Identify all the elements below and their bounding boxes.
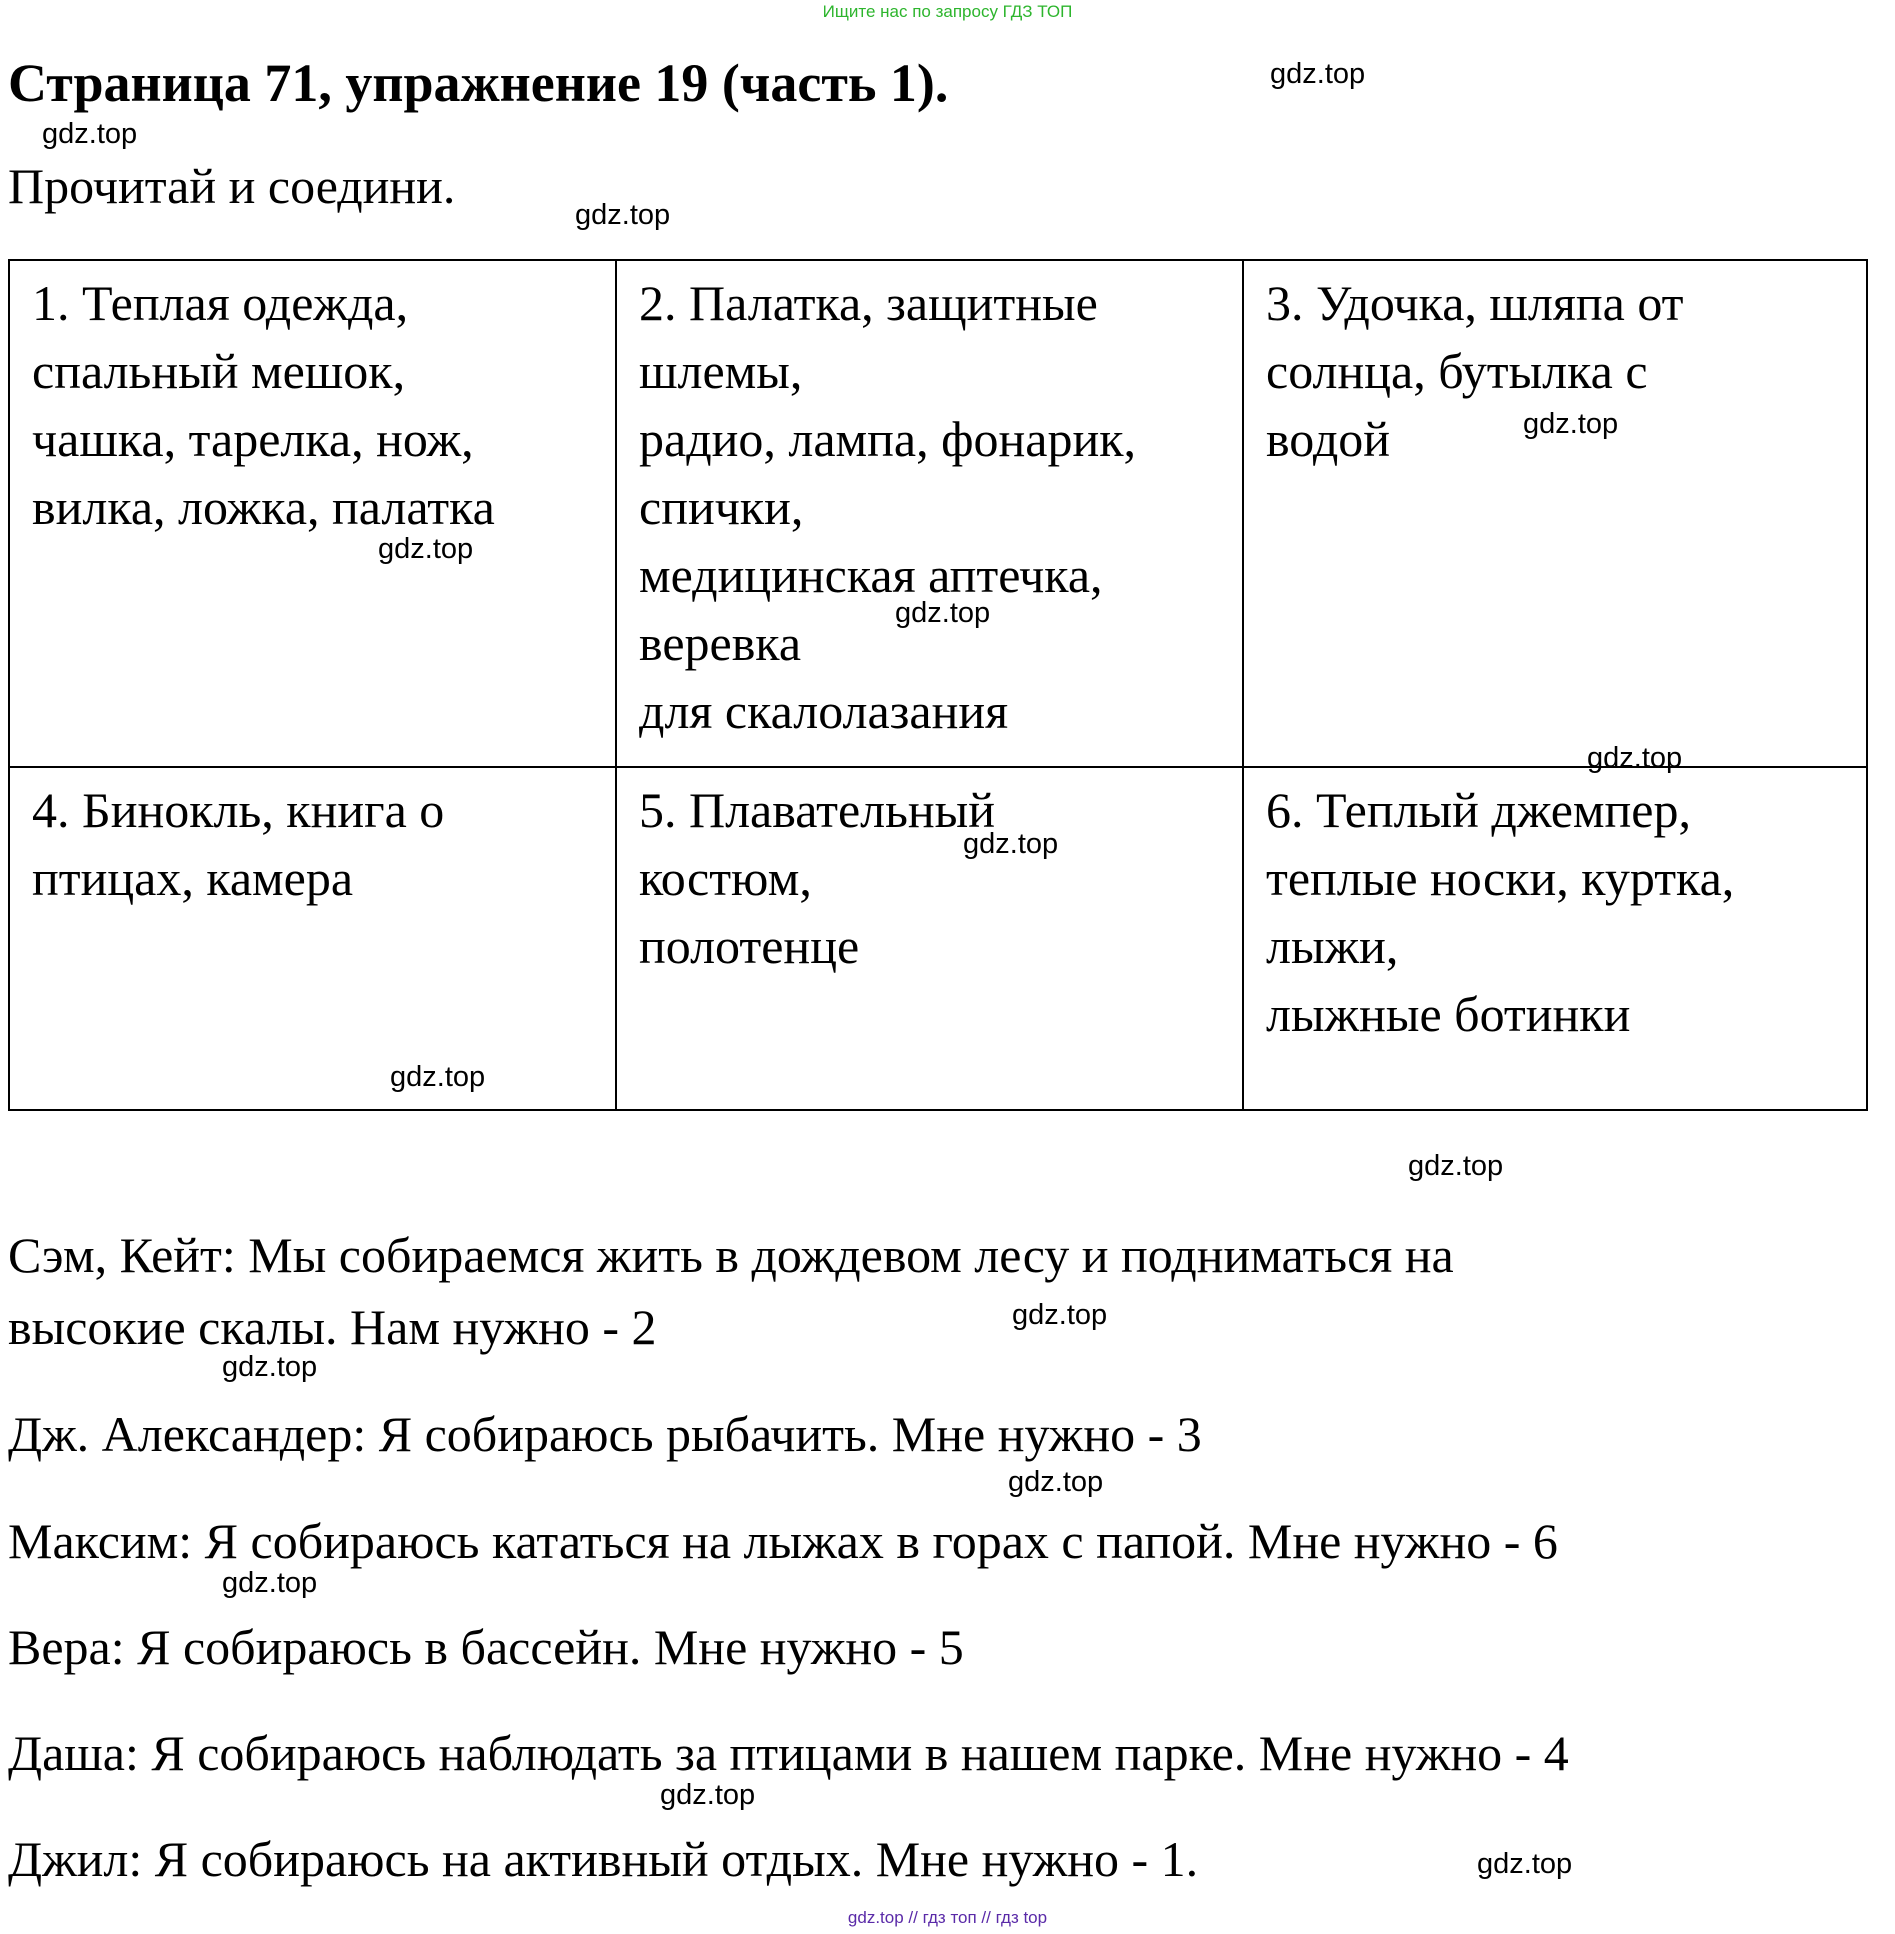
watermark: gdz.top <box>42 118 138 150</box>
watermark: gdz.top <box>1012 1299 1108 1331</box>
cell-line: 6. Теплый джемпер, <box>1266 782 1691 838</box>
answer-line-1: Сэм, Кейт: Мы собираемся жить в дождевом лесу и подниматься на <box>8 1227 1454 1283</box>
watermark: gdz.top <box>1523 408 1619 440</box>
watermark: gdz.top <box>1408 1150 1504 1182</box>
table-cell-2 <box>616 260 1243 767</box>
page-title: Страница 71, упражнение 19 (часть 1). <box>8 53 949 113</box>
cell-line: 5. Плавательный <box>639 782 996 838</box>
cell-line: чашка, тарелка, нож, <box>32 411 474 467</box>
cell-line: 1. Теплая одежда, <box>32 275 409 331</box>
watermark: gdz.top <box>660 1779 756 1811</box>
cell-line: солнца, бутылка с <box>1266 343 1648 399</box>
answer-line-3: Дж. Александер: Я собираюсь рыбачить. Мне нужно - 3 <box>8 1406 1202 1462</box>
watermark: gdz.top <box>1270 58 1366 90</box>
cell-line: 3. Удочка, шляпа от <box>1266 275 1684 331</box>
cell-line: радио, лампа, фонарик, <box>639 411 1137 467</box>
cell-line: лыжные ботинки <box>1266 986 1631 1042</box>
cell-line: птицах, камера <box>32 850 354 906</box>
answer-line-5: Вера: Я собираюсь в бассейн. Мне нужно - 5 <box>8 1619 964 1675</box>
watermark: gdz.top <box>1587 742 1683 774</box>
watermark: gdz.top <box>378 533 474 565</box>
watermark: gdz.top <box>222 1567 318 1599</box>
items-table <box>8 259 1868 1111</box>
table-row <box>9 767 1867 1110</box>
answer-line-2: высокие скалы. Нам нужно - 2 <box>8 1299 657 1355</box>
watermark: gdz.top <box>575 199 671 231</box>
table-cell-5 <box>616 767 1243 1110</box>
watermark: gdz.top <box>1477 1848 1573 1880</box>
cell-line: полотенце <box>639 918 860 974</box>
cell-line: шлемы, <box>639 343 803 399</box>
cell-line: 4. Бинокль, книга о <box>32 782 445 838</box>
cell-line: 2. Палатка, защитные <box>639 275 1098 331</box>
table-cell-3 <box>1243 260 1867 767</box>
answer-line-6: Даша: Я собираюсь наблюдать за птицами в нашем парке. Мне нужно - 4 <box>8 1725 1569 1781</box>
cell-line: веревка <box>639 615 802 671</box>
cell-line: медицинская аптечка, <box>639 547 1103 603</box>
table-cell-4 <box>9 767 616 1110</box>
watermark: gdz.top <box>963 828 1059 860</box>
answer-line-4: Максим: Я собираюсь кататься на лыжах в горах с папой. Мне нужно - 6 <box>8 1513 1558 1569</box>
answer-line-7: Джил: Я собираюсь на активный отдых. Мне нужно - 1. <box>8 1831 1199 1887</box>
cell-line: водой <box>1266 411 1391 467</box>
cell-line: вилка, ложка, палатка <box>32 479 495 535</box>
table-cell-6 <box>1243 767 1867 1110</box>
watermark: gdz.top <box>390 1061 486 1093</box>
instruction-text: Прочитай и соедини. <box>8 158 456 214</box>
cell-line: для скалолазания <box>639 683 1009 739</box>
cell-line: спальный мешок, <box>32 343 406 399</box>
cell-line: теплые носки, куртка, <box>1266 850 1735 906</box>
cell-line: костюм, <box>639 850 812 906</box>
watermark: gdz.top <box>1008 1466 1104 1498</box>
cell-line: спички, <box>639 479 804 535</box>
top-banner: Ищите нас по запросу ГДЗ ТОП <box>822 2 1073 21</box>
bottom-footer: gdz.top // гдз топ // гдз top <box>847 1908 1048 1927</box>
watermark: gdz.top <box>222 1351 318 1383</box>
table-cell-1 <box>9 260 616 767</box>
cell-line: лыжи, <box>1266 918 1399 974</box>
table-row <box>9 260 1867 767</box>
watermark: gdz.top <box>895 597 991 629</box>
